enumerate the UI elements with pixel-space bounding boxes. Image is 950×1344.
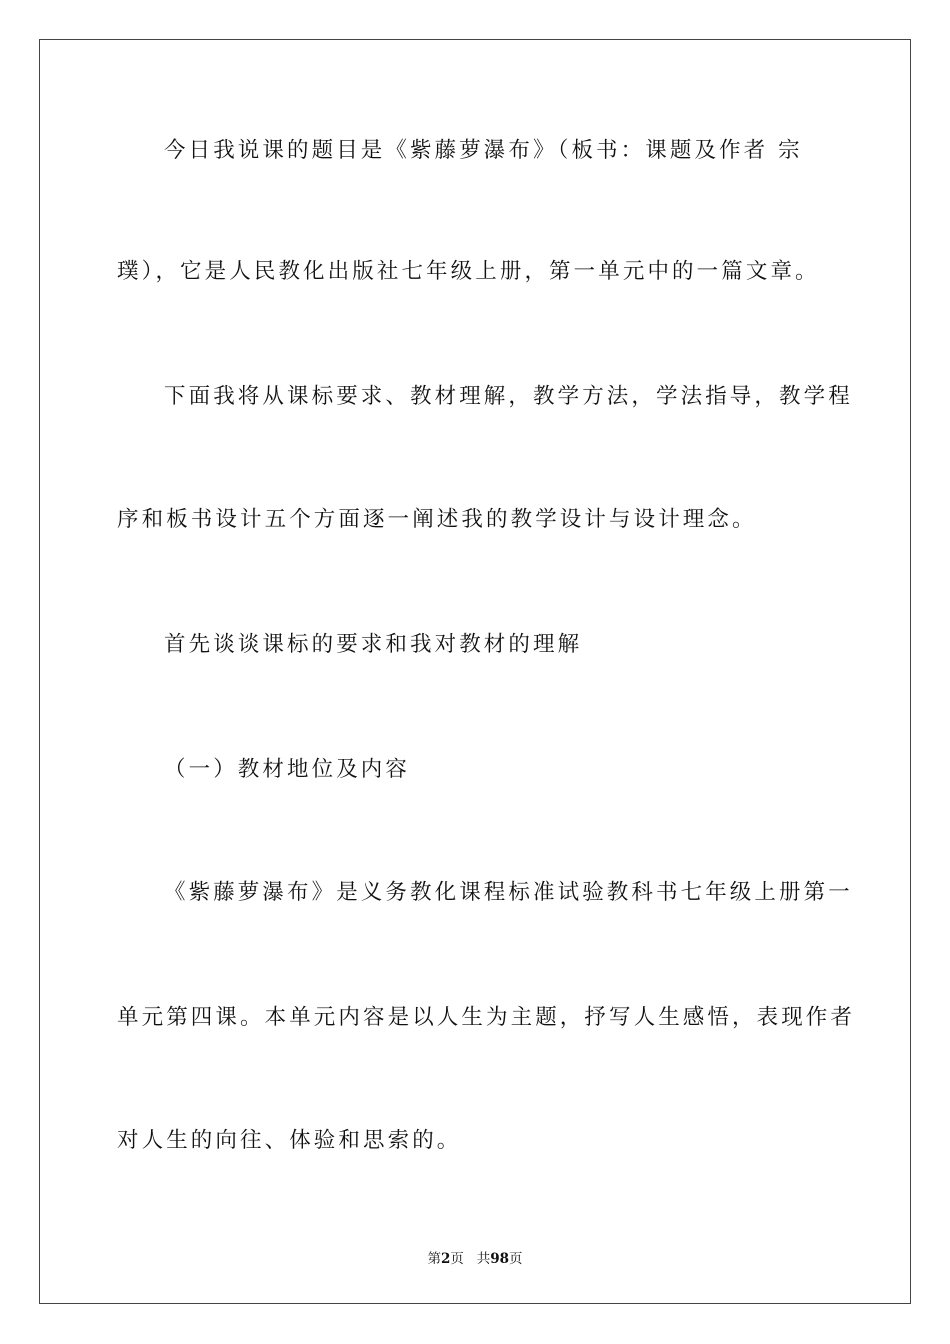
footer-page-unit: 页 [450,1251,464,1267]
footer-total-pages: 98 [490,1251,510,1267]
footer-page-number: 2 [440,1251,451,1267]
page-footer [0,1247,950,1267]
subsection-heading: （一）教材地位及内容 [164,757,411,782]
paragraph-1-line-2: 璞），它是人民教化出版社七年级上册，第一单元中的一篇文章。 [117,259,820,284]
section-intro-heading: 首先谈谈课标的要求和我对教材的理解 [164,632,583,657]
footer-total-prefix: 共 [476,1251,491,1267]
page-border [39,39,911,1304]
paragraph-1-line-1: 今日我说课的题目是《紫藤萝瀑布》（板书：课题及作者 宗 [164,138,803,163]
paragraph-2-line-1: 下面我将从课标要求、教材理解，教学方法，学法指导，教学程 [164,384,853,409]
paragraph-3-line-1: 《紫藤萝瀑布》是义务教化课程标准试验教科书七年级上册第一 [164,880,853,905]
paragraph-3-line-2: 单元第四课。本单元内容是以人生为主题，抒写人生感悟，表现作者 [117,1005,856,1030]
footer-total-unit: 页 [509,1251,523,1267]
paragraph-3-line-3: 对人生的向往、体验和思索的。 [117,1128,462,1153]
footer-page-prefix: 第 [427,1251,441,1267]
paragraph-2-line-2: 序和板书设计五个方面逐一阐述我的教学设计与设计理念。 [117,507,757,532]
